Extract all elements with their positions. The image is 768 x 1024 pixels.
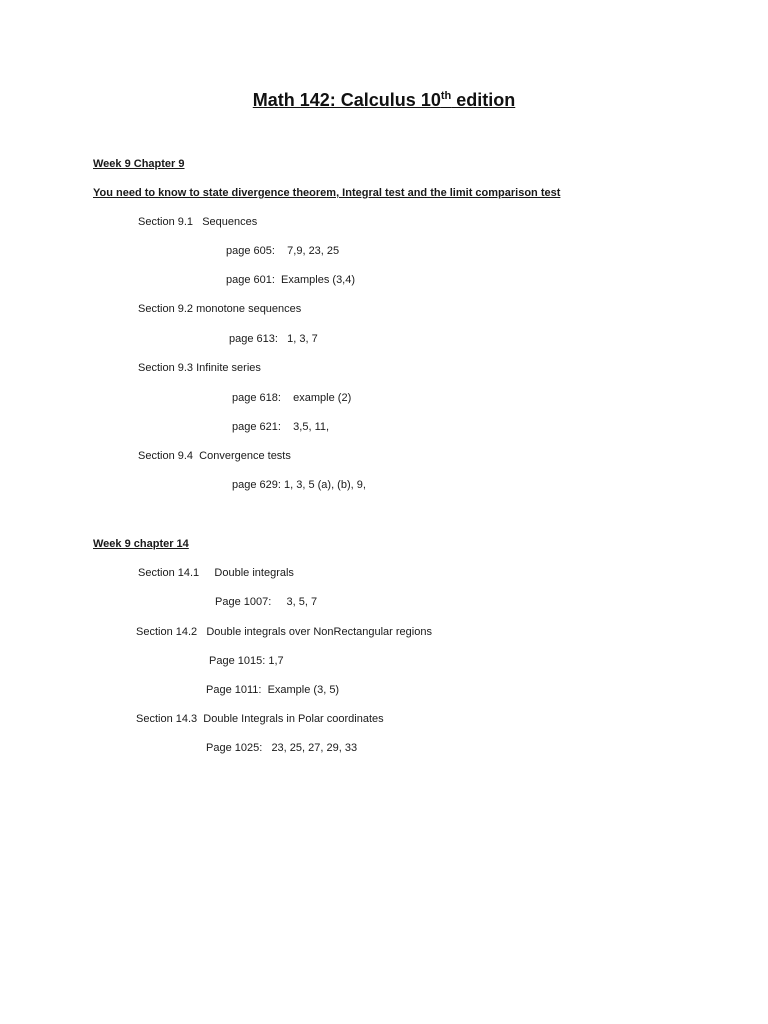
- section-14-3: Section 14.3 Double Integrals in Polar coordinates: [136, 713, 384, 725]
- section-14-2: Section 14.2 Double integrals over NonRectangular regions: [136, 626, 432, 638]
- section-9-1-page-601: page 601: Examples (3,4): [226, 274, 356, 286]
- section-9-3-page-618: page 618: example (2): [232, 392, 352, 404]
- section-9-3: Section 9.3 Infinite series: [138, 362, 261, 374]
- section-9-4-page-629: page 629: 1, 3, 5 (a), (b), 9,: [232, 479, 366, 491]
- section-9-2-page-613: page 613: 1, 3, 7: [229, 333, 318, 345]
- week9-chapter14-heading: Week 9 chapter 14: [93, 538, 189, 550]
- section-14-2-page-1011: Page 1011: Example (3, 5): [206, 684, 340, 696]
- section-9-4: Section 9.4 Convergence tests: [138, 450, 291, 462]
- section-9-1-page-605: page 605: 7,9, 23, 25: [226, 245, 340, 257]
- section-9-3-page-621: page 621: 3,5, 11,: [232, 421, 330, 433]
- document-title: [0, 88, 768, 112]
- section-14-2-page-1015: Page 1015: 1,7: [209, 655, 284, 667]
- section-14-3-page-1025: Page 1025: 23, 25, 27, 29, 33: [206, 742, 358, 754]
- section-9-1: Section 9.1 Sequences: [138, 216, 258, 228]
- section-14-1: Section 14.1 Double integrals: [138, 567, 294, 579]
- title-superscript: th: [440, 90, 452, 102]
- title-main: Math 142: Calculus 10: [252, 90, 441, 110]
- week9-chapter9-heading: Week 9 Chapter 9: [93, 158, 185, 170]
- title-tail: edition: [451, 90, 516, 110]
- requirements-note: You need to know to state divergence theorem, Integral test and the limit comparison test: [93, 187, 561, 199]
- section-9-2: Section 9.2 monotone sequences: [138, 303, 302, 315]
- section-14-1-page-1007: Page 1007: 3, 5, 7: [215, 596, 318, 608]
